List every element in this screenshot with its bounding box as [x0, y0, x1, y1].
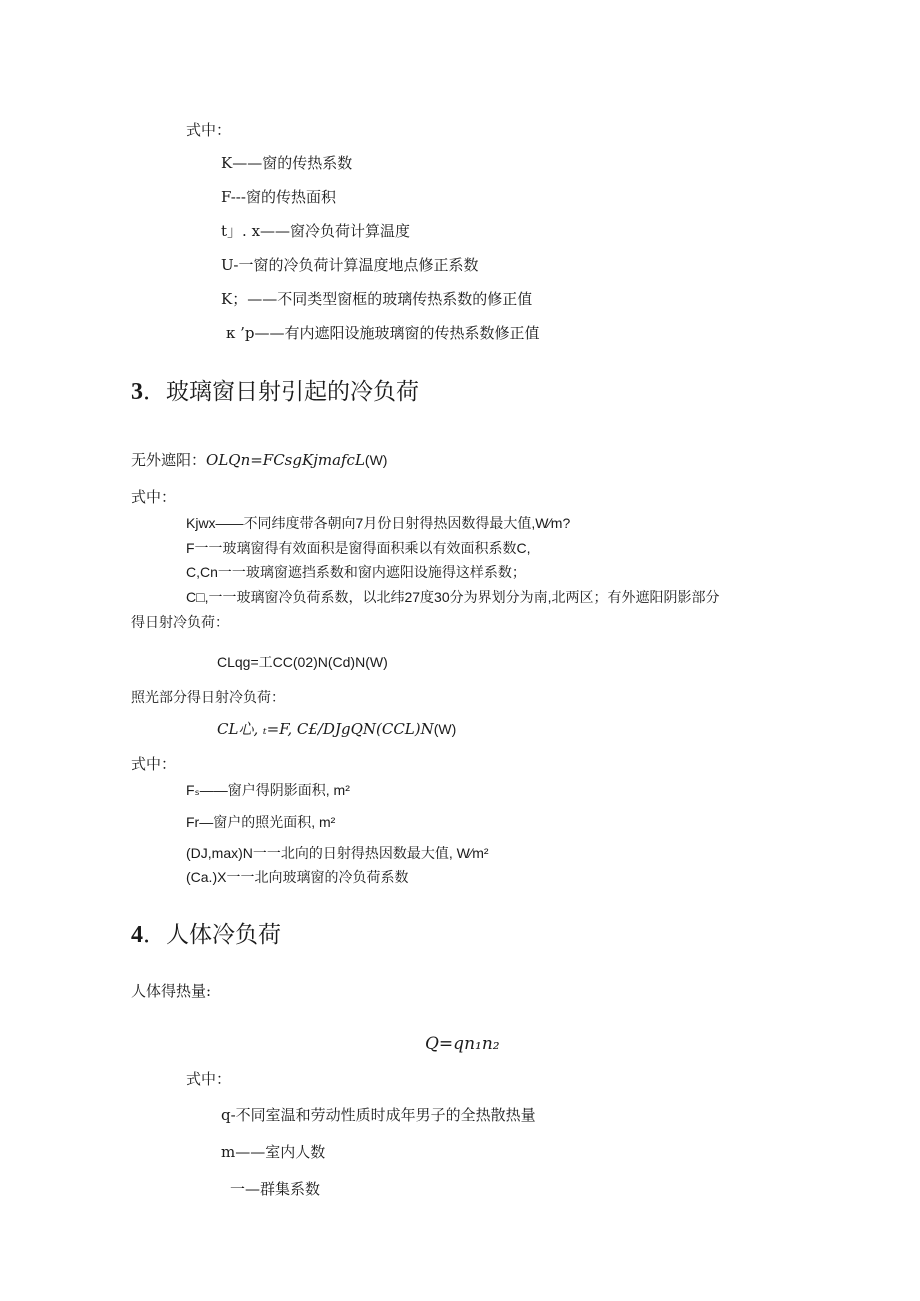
no-shade-line	[131, 453, 387, 468]
q-definition: q-不同室温和劳动性质时成年男子的全热散热量	[221, 1106, 536, 1124]
where-label-1: 式中：	[186, 121, 232, 139]
kp-definition: κ ’p——有内遮阳设施玻璃窗的传热系数修正值	[226, 324, 540, 342]
dj-definition: (DJ,max)N一一北向的日射得热因数最大值, W∕m²	[186, 845, 489, 861]
ccn-definition: C,Cn一一玻璃窗遮挡系数和窗内遮阳设施得这样系数；	[186, 564, 526, 580]
section-3-title: ．玻璃窗日射引起的冷负荷	[143, 379, 419, 405]
no-shade-formula: OLQn=FCsgKjmafcL	[206, 451, 365, 469]
q-formula: Q=qn₁n₂	[425, 1034, 500, 1054]
where-label-4: 式中：	[186, 1070, 232, 1088]
section-3-heading	[131, 380, 419, 404]
where-label-2: 式中：	[131, 488, 177, 506]
u-definition: U-一窗的冷负荷计算温度地点修正系数	[221, 256, 479, 274]
no-shade-label: 无外遮阳：	[131, 451, 207, 469]
where-label-3: 式中：	[131, 755, 177, 773]
fs-definition: Fₛ——窗户得阴影面积, m²	[186, 782, 350, 798]
section-3-number: 3	[131, 379, 143, 405]
section-4-number: 4	[131, 922, 143, 948]
fr-definition: Fr—窗户的照光面积, m²	[186, 814, 336, 830]
m-definition: m——室内人数	[221, 1143, 326, 1161]
body-heat-label: 人体得热量:	[131, 982, 212, 1000]
cl-definition: C□,一一玻璃窗冷负荷系数，以北纬27度30分为界划分为南,北两区；有外遮阳阴影部分	[186, 589, 720, 605]
lit-unit: (W)	[433, 721, 457, 737]
lit-formula-line	[217, 722, 456, 737]
lit-label: 照光部分得日射冷负荷：	[131, 689, 285, 705]
group-coefficient-definition: 一—群集系数	[230, 1180, 321, 1198]
f-definition: F---窗的传热面积	[221, 188, 336, 206]
kf-definition: K；——不同类型窗框的玻璃传热系数的修正值	[221, 290, 533, 308]
f2-definition: F一一玻璃窗得有效面积是窗得面积乘以有效面积系数C,	[186, 540, 531, 556]
section-4-title: ．人体冷负荷	[143, 922, 281, 948]
no-shade-unit: (W)	[364, 452, 388, 468]
kjwx-definition: Kjwx——不同纬度带各朝向7月份日射得热因数得最大值,W∕m?	[186, 515, 571, 531]
section-4-heading	[131, 923, 281, 947]
ca-definition: (Ca.)X一一北向玻璃窗的冷负荷系数	[186, 869, 409, 885]
cl-definition-cont: 得日射冷负荷：	[131, 614, 229, 630]
lit-formula: CL心, ₜ=F, C£/DJgQN(CCL)N	[217, 720, 434, 738]
shadow-formula: CLqg=工CC(02)N(Cd)N(W)	[217, 654, 388, 670]
t-definition: t」. x——窗冷负荷计算温度	[221, 222, 411, 240]
k-definition: K——窗的传热系数	[221, 154, 353, 172]
